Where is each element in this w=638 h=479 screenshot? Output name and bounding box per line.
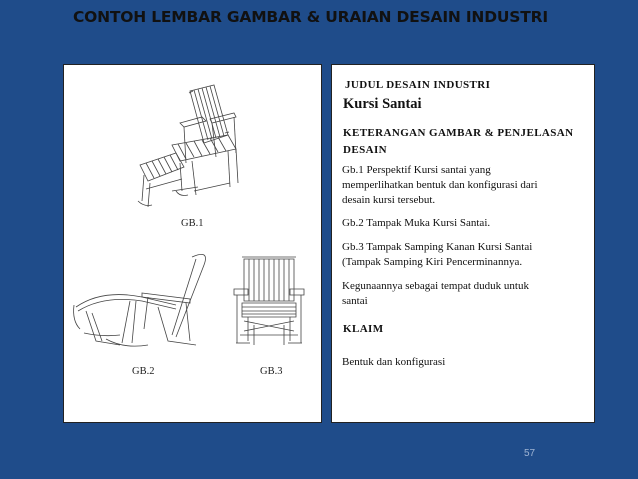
gb1-description-line: memperlihatkan bentuk dan konfigurasi dari (342, 179, 538, 191)
gb1-perspective-drawing (132, 83, 242, 218)
usage-description-line: Kegunaannya sebagai tempat duduk untuk (342, 280, 529, 292)
claim-text: Bentuk dan konfigurasi (342, 356, 446, 368)
gb3-front-view-drawing (234, 255, 304, 350)
drawing-panel (63, 64, 322, 423)
design-title-heading: JUDUL DESAIN INDUSTRI (345, 79, 491, 91)
gb3-description-line: (Tampak Samping Kiri Pencerminannya. (342, 256, 523, 268)
usage-description (342, 279, 529, 309)
gb3-label: GB.3 (260, 366, 283, 377)
design-title-value: Kursi Santai (343, 96, 422, 112)
page-number: 57 (524, 448, 536, 459)
description-panel (331, 64, 595, 423)
gb1-description (342, 163, 538, 208)
gb2-description: Gb.2 Tampak Muka Kursi Santai. (342, 217, 491, 229)
gb1-description-line: Gb.1 Perspektif Kursi santai yang (342, 164, 491, 176)
gb2-side-view-drawing (72, 249, 210, 349)
gb1-description-line: desain kursi tersebut. (342, 194, 436, 206)
gb1-label: GB.1 (181, 218, 204, 229)
explanation-heading-line2: DESAIN (343, 144, 387, 156)
slide-title: CONTOH LEMBAR GAMBAR & URAIAN DESAIN INDUSTRI (73, 8, 548, 26)
gb2-label: GB.2 (132, 366, 155, 377)
gb3-description-line: Gb.3 Tampak Samping Kanan Kursi Santai (342, 241, 533, 253)
gb3-description (342, 240, 532, 270)
claim-heading: KLAIM (343, 323, 384, 335)
usage-description-line: santai (342, 295, 368, 307)
explanation-heading-line1: KETERANGAN GAMBAR & PENJELASAN (343, 127, 574, 139)
